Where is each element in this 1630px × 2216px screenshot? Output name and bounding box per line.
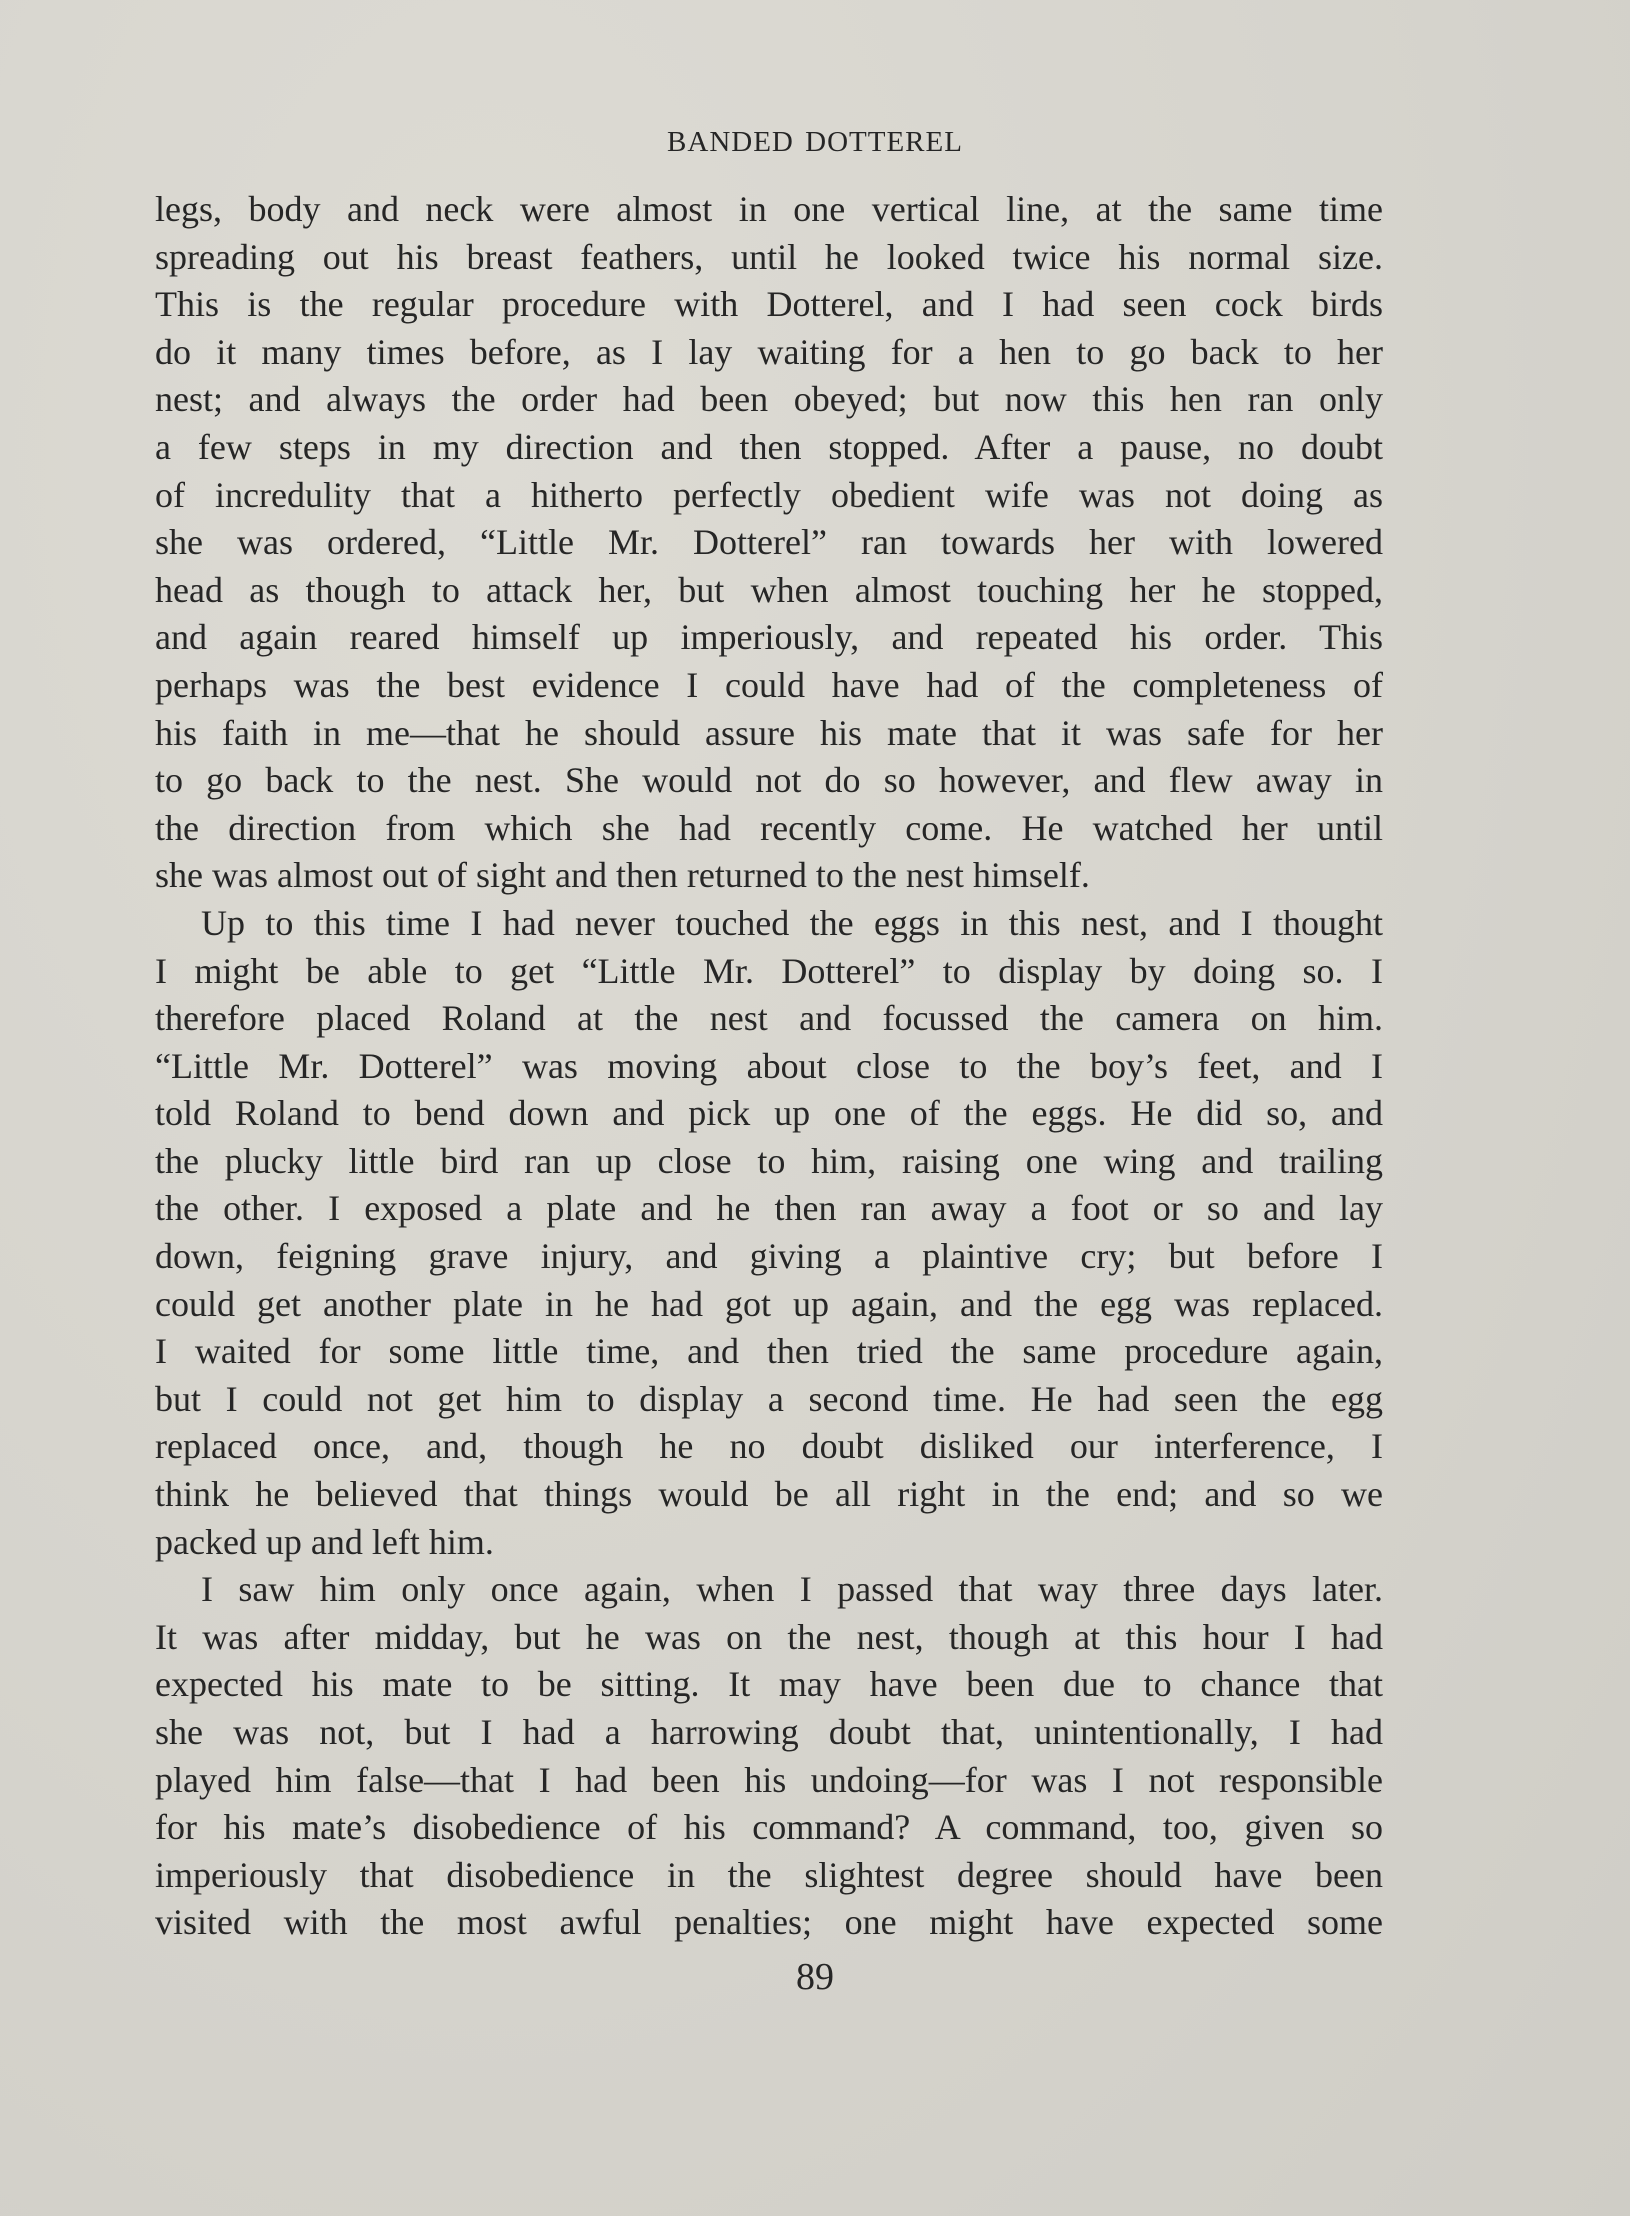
paragraph [155, 186, 1383, 900]
text-line: played him false—that I had been his undoing—for was I not responsible [155, 1759, 1383, 1800]
text-line: down, feigning grave injury, and giving a plaintive cry; but before I [155, 1236, 1383, 1277]
text-line: the plucky little bird ran up close to him, raising one wing and trailing [155, 1140, 1383, 1181]
text-line: visited with the most awful penalties; one might have expected some [155, 1902, 1383, 1943]
text-line: but I could not get him to display a second time. He had seen the egg [155, 1378, 1383, 1419]
text-line: imperiously that disobedience in the slightest degree should have been [155, 1854, 1383, 1895]
text-line: Up to this time I had never touched the eggs in this nest, and I thought [201, 902, 1383, 943]
text-line: the direction from which she had recently come. He watched her until [155, 807, 1383, 848]
text-line: she was almost out of sight and then returned to the nest himself. [155, 855, 1090, 896]
text-line: of incredulity that a hitherto perfectly obedient wife was not doing as [155, 474, 1383, 515]
text-line: and again reared himself up imperiously, and repeated his order. This [155, 617, 1383, 658]
text-line: legs, body and neck were almost in one vertical line, at the same time [155, 189, 1383, 229]
text-line: told Roland to bend down and pick up one of the eggs. He did so, and [155, 1093, 1383, 1134]
running-head: BANDED DOTTEREL [667, 126, 963, 158]
text-line: expected his mate to be sitting. It may have been due to chance that [155, 1664, 1383, 1705]
text-line: I waited for some little time, and then tried the same procedure again, [155, 1331, 1383, 1372]
text-line: I might be able to get “Little Mr. Dotterel” to display by doing so. I [155, 950, 1383, 991]
paragraph [155, 900, 1383, 1566]
text-line: “Little Mr. Dotterel” was moving about close to the boy’s feet, and I [155, 1045, 1383, 1086]
text-line: she was not, but I had a harrowing doubt that, unintentionally, I had [155, 1712, 1383, 1752]
text-line: packed up and left him. [155, 1521, 494, 1562]
text-line: to go back to the nest. She would not do so however, and flew away in [155, 760, 1383, 801]
text-line: perhaps was the best evidence I could have had of the completeness of [155, 664, 1383, 705]
text-line: This is the regular procedure with Dotterel, and I had seen cock birds [155, 284, 1383, 325]
text-line: a few steps in my direction and then stopped. After a pause, no doubt [155, 426, 1383, 467]
text-line: I saw him only once again, when I passed that way three days later. [201, 1569, 1383, 1610]
text-line: spreading out his breast feathers, until he looked twice his normal size. [155, 236, 1383, 277]
text-line: for his mate’s disobedience of his command? A command, too, given so [155, 1807, 1383, 1848]
text-line: the other. I exposed a plate and he then ran away a foot or so and lay [155, 1188, 1383, 1229]
text-line: think he believed that things would be all right in the end; and so we [155, 1474, 1383, 1515]
page-number: 89 [796, 1956, 834, 1998]
text-line: replaced once, and, though he no doubt disliked our interference, I [155, 1426, 1383, 1467]
text-line: therefore placed Roland at the nest and focussed the camera on him. [155, 998, 1383, 1039]
text-line: she was ordered, “Little Mr. Dotterel” ran towards her with lowered [155, 522, 1383, 563]
paragraph [155, 1566, 1383, 1947]
text-line: do it many times before, as I lay waiting for a hen to go back to her [155, 331, 1383, 372]
text-line: It was after midday, but he was on the nest, though at this hour I had [155, 1616, 1383, 1657]
text-line: nest; and always the order had been obeyed; but now this hen ran only [155, 379, 1383, 420]
text-line: could get another plate in he had got up again, and the egg was replaced. [155, 1283, 1383, 1324]
text-line: head as though to attack her, but when almost touching her he stopped, [155, 569, 1383, 610]
text-line: his faith in me—that he should assure his mate that it was safe for her [155, 712, 1383, 753]
body-text [155, 186, 1383, 1947]
